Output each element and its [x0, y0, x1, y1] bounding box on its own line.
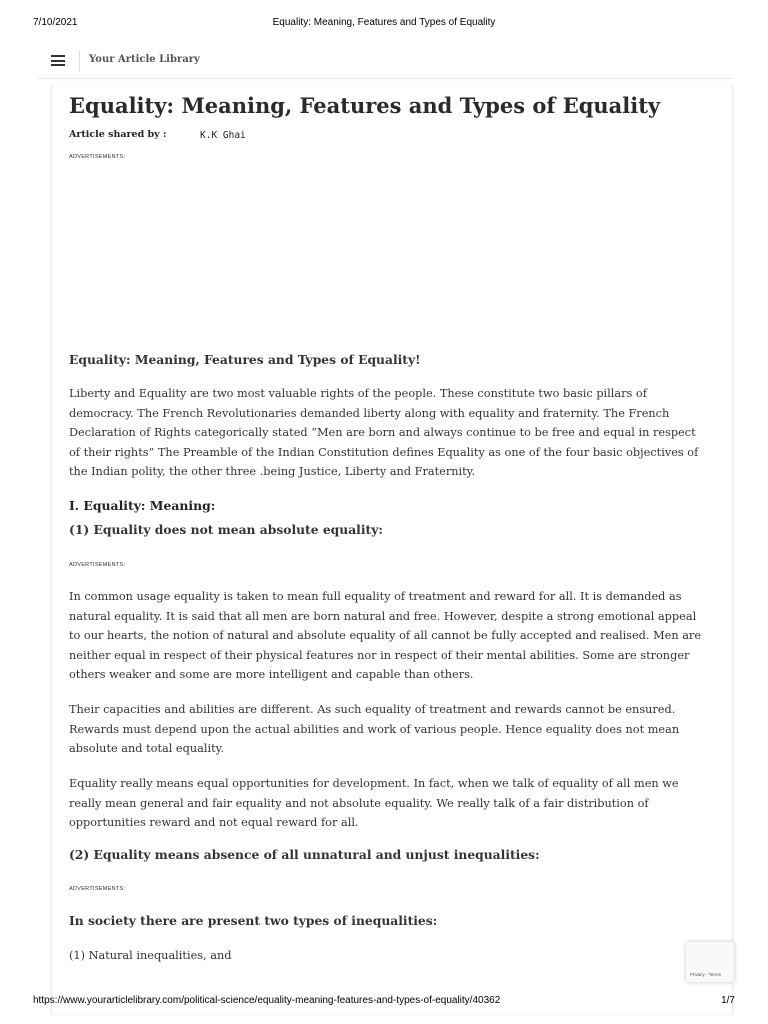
print-footer — [0, 995, 768, 1009]
advertisements-label: ADVERTISEMENTS: — [69, 154, 126, 160]
intro-paragraph: Liberty and Equality are two most valuable rights of the people. These constitute two basic pillars of democracy. The French Revolutionaries demanded liberty along with equality and fraternity. The French Declaration of Rights categorically stated “Men are born and always continue to be free and equal in respect of their rights” The Preamble of the Indian Constitution defines Equality as one of the four basic objectives of the Indian polity, the other three .being Justice, Liberty and Fraternity. — [69, 387, 699, 478]
site-header — [38, 44, 732, 79]
print-date: 7/10/2021 — [33, 17, 78, 28]
subsection-heading: (2) Equality means absence of all unnatural and unjust inequalities: — [69, 847, 540, 862]
print-title: Equality: Meaning, Features and Types of Equality — [272, 17, 496, 28]
article-container — [51, 84, 733, 1014]
paragraph: Equality really means equal opportunities for development. In fact, when we talk of equality of all men we really mean general and fair equality and not absolute equality. We really talk of a fair distribution of opportunities reward and not equal reward for all. — [69, 777, 679, 829]
subsection-heading: (1) Equality does not mean absolute equality: — [69, 522, 383, 537]
advertisements-label: ADVERTISEMENTS: — [69, 562, 126, 568]
paragraph: In common usage equality is taken to mean full equality of treatment and reward for all. It is demanded as natural equality. It is said that all men are born natural and free. However, despite a strong emotional appeal to our hearts, the notion of natural and absolute equality of all cannot be fully accepted and realised. Men are neither equal in respect of their physical features nor in respect of their mental abilities. Some are stronger others weaker and some are more intelligent and capable than others. — [69, 590, 702, 681]
hamburger-menu-icon[interactable] — [51, 55, 65, 66]
intro-heading: Equality: Meaning, Features and Types of Equality! — [69, 352, 421, 367]
ad-slot — [69, 166, 701, 336]
shared-by-text: Article shared by : — [69, 129, 167, 140]
section-heading: I. Equality: Meaning: — [69, 498, 216, 513]
shared-by-label — [69, 129, 167, 140]
header-divider — [79, 50, 80, 72]
author-name[interactable]: K.K Ghai — [200, 130, 246, 141]
list-item: (1) Natural inequalities, and — [69, 949, 232, 962]
inequalities-heading: In society there are present two types of inequalities: — [69, 913, 438, 928]
paragraph: Their capacities and abilities are different. As such equality of treatment and rewards cannot be ensured. Rewards must depend upon the actual abilities and work of various people. Hence equality does not mean absolute and total equality. — [69, 703, 680, 755]
recaptcha-terms[interactable]: Privacy - Terms — [690, 972, 721, 977]
recaptcha-badge[interactable] — [686, 942, 734, 982]
print-url: https://www.yourarticlelibrary.com/political-science/equality-meaning-features-and-types-of-equality/40362 — [33, 995, 501, 1006]
print-header — [0, 17, 768, 31]
article-title: Equality: Meaning, Features and Types of Equality — [69, 93, 661, 118]
advertisements-label: ADVERTISEMENTS: — [69, 886, 126, 892]
site-name-link[interactable]: Your Article Library — [89, 54, 200, 65]
page-number: 1/7 — [721, 995, 735, 1006]
